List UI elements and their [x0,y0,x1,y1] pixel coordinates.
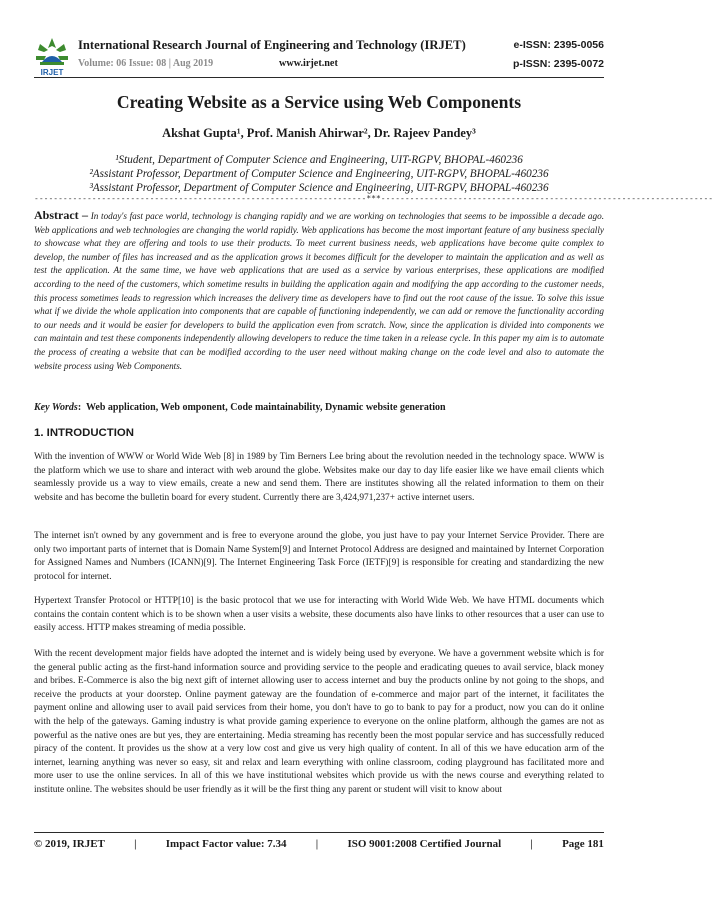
footer-copyright: © 2019, IRJET [34,838,105,850]
paper-title: Creating Website as a Service using Web Components [116,92,522,112]
footer-rule [34,832,604,833]
logo-text: IRJET [40,68,64,77]
journal-website-link[interactable]: www.irjet.net [279,58,338,69]
paragraph-2: The internet isn't owned by any government and is free to everyone around the globe, you just have to pay your Internet Service Provider. There are only two important parts of internet that is Domain Name System[9] and Internet Protocol Address are designed and maintained by Internet Corporation for Assigned Names and Numbers (ICANN)[9]. The Internet Engineering Task Force (IETF)[9] is responsible for creating and standardizing the new protocol for internet. [34,531,604,582]
header-rule [34,77,604,78]
paper-authors: Akshat Gupta¹, Prof. Manish Ahirwar², Dr. Rajeev Pandey³ [162,126,476,140]
paragraph-3: Hypertext Transfer Protocol or HTTP[10] is the basic protocol that we use for interacting with World Wide Web. We have HTML documents which contains the contain content which is to be shown when a user visits a website, these documents also have links to other resources that a user can use to easily access. HTTP makes streaming of media possible. [34,596,604,634]
keywords-label: Key Words [34,402,78,413]
footer-divider: | [315,838,319,850]
affiliation-2: ²Assistant Professor, Department of Computer Science and Engineering, UIT-RGPV, BHOPAL-460236 [89,168,549,180]
footer-impact-factor: Impact Factor value: 7.34 [165,838,287,850]
affiliation-3: ³Assistant Professor, Department of Computer Science and Engineering, UIT-RGPV, BHOPAL-460236 [89,182,549,194]
footer-page-number: Page 181 [562,838,604,850]
abstract-text: In today's fast pace world, technology is changing rapidly and we are working on technologies that seems to be impossible a decade ago. Web applications and web technologies are changing the world rapidly. Web applications has become the most important feature of any business specially to showcase what they are offering and tools to use their products. To meet current business needs, web applications have become quite complex to develop, the number of files has increased and as the application grows it becomes difficult for the developer to maintain the application and as well as test the application. At the same time, we have web applications that are used as a service by various enterprises, these applications are modified according to the need of the customers, which sometime results in building the application again and modifying the app according to the customer needs, this process sometimes leads to regression which increases the delivery time as developers have to find out the root cause of the issue. To solve this issue what if we divide the whole application into components that are capable of functioning independently, we can add or remove the functionality according to our needs and it would be easier for developers to build the application even from scratch. Now, since the application is divided into components we can maintain and test these components independently allowing developers to reduce the time taken in a release cycle. In this paper my aim is to automate the process of creating a website that can be modified according to the user need without making change on the code level and also to automate the website process using Web Components. [34,211,605,371]
irjet-logo-icon [34,36,70,80]
eissn: e-ISSN: 2395-0056 [513,39,604,51]
section-separator: ---------------------------------------------------------------------***--------------------------------------------------------------------- [34,194,713,203]
abstract-label: Abstract – [34,208,89,222]
keywords-text: Web application, Web omponent, Code maintainability, Dynamic website generation [85,402,446,413]
footer-divider: | [134,838,137,850]
keywords: Key Words: Web application, Web omponent, Code maintainability, Dynamic website generation [34,402,446,413]
paragraph-1: With the invention of WWW or World Wide Web [8] in 1989 by Tim Berners Lee bring about the revolution needed in the technology space. WWW is the platform which we use to share and interact with web around the globe. Websites make our day to day life easier like we have email clients which seamlessly provide us a way to view emails, create a new and send them. There are institutes showing all the related information to them on their website and has become the bulletin board for every student. Currently there are 3,424,971,237+ active internet users. [34,452,604,503]
abstract [34,209,604,373]
pissn: p-ISSN: 2395-0072 [512,58,604,70]
paragraph-4: With the recent development major fields have adopted the internet and is widely being used by everyone. We have a government website which is for the general public acting as the first-hand information source and providing service to the people and eradicating queues to avail service, black money and bribes. E-Commerce is also the big next gift of internet allowing user to access internet and buy the products online by not going to the shops, and receive the products at your doorstep. Online payment gateway are the foundation of e-commerce and major part of the internet, it facilitates the payment online and allowing user to avail paid services from their home, you don't have to go to bank to pay for a product, now you can do it online with the help of the gateways. Gaming industry is what provide gaming experience to everyone on the online platform, although the games are not as powerful as the native ones are but yes, they are entertaining. Media streaming has recently been the most popular service and has successfully reduced piracy of the content. It provides us the show at a very low cost and give us very high quality of content. In all of this we have education arm of the internet, learning anything was never so easy, sit and relax and learn everything with online classroom, coding playground has facilitated more and more user to use the online services. In all of this we have institutional websites which provide us with the news course and everything related to institute online. The websites should be user friendly as it will be the first thing any parent or student will visit to know about [34,649,604,795]
footer-divider: | [530,838,533,850]
footer-iso: ISO 9001:2008 Certified Journal [347,838,502,850]
page-footer [34,838,604,850]
volume-issue: Volume: 06 Issue: 08 | Aug 2019 [78,58,214,69]
affiliation-1: ¹Student, Department of Computer Science and Engineering, UIT-RGPV, BHOPAL-460236 [115,154,523,166]
journal-title: International Research Journal of Engineering and Technology (IRJET) [78,38,466,52]
section-heading: 1. INTRODUCTION [34,427,134,439]
